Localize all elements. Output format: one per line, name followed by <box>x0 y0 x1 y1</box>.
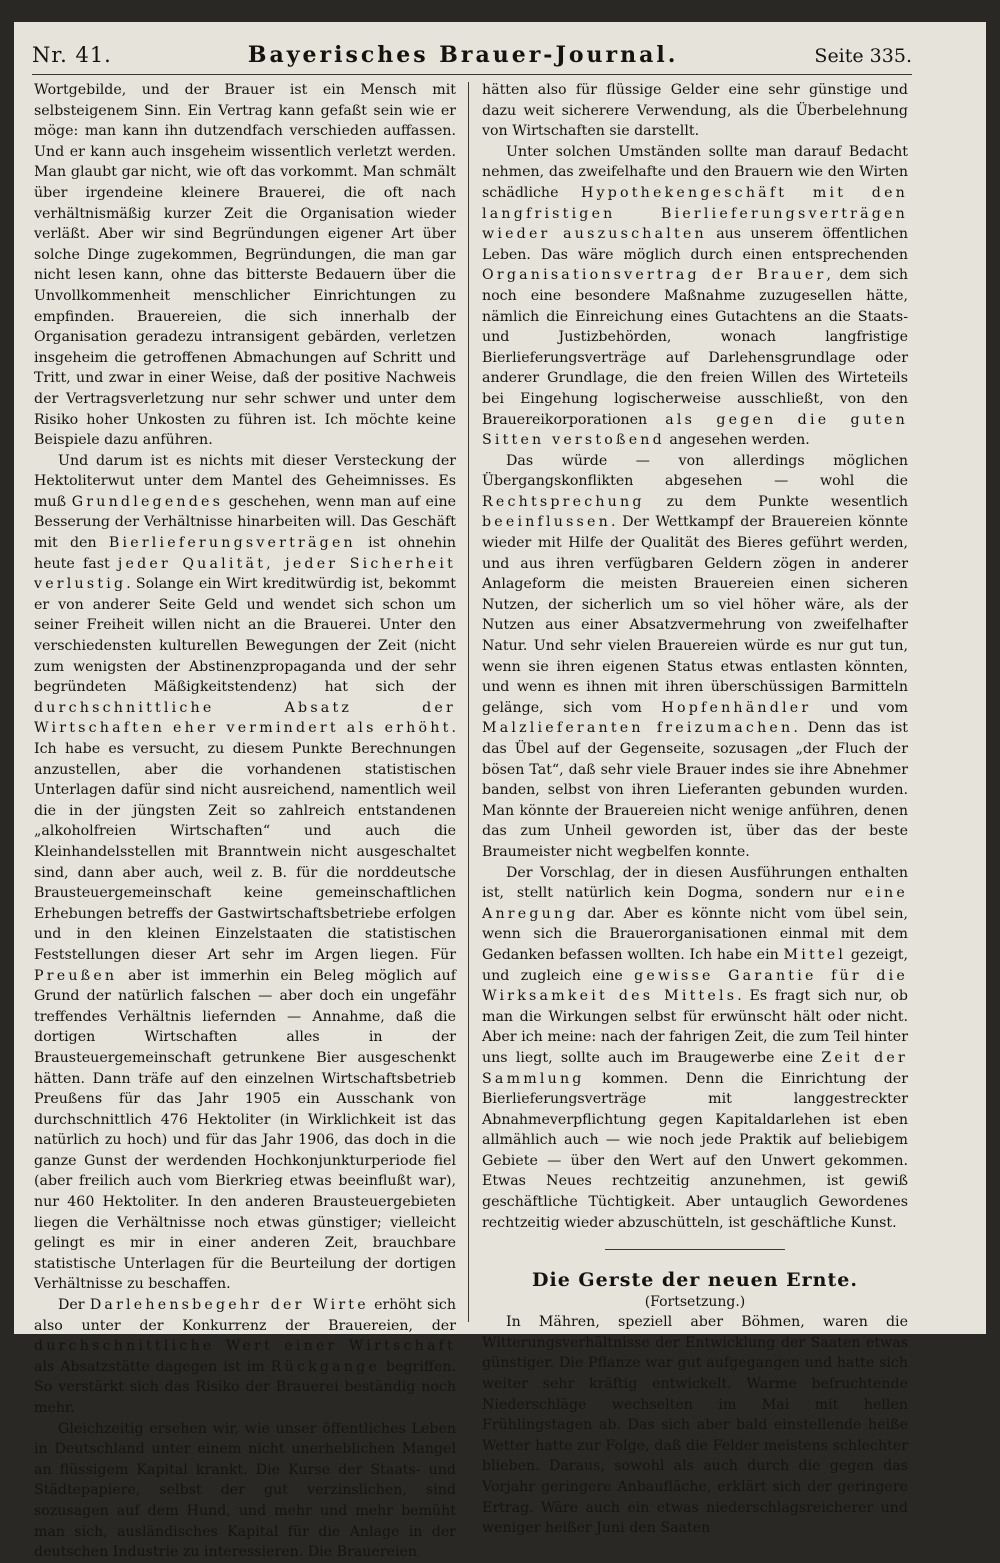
issue-number: Nr. 41. <box>32 43 112 67</box>
header-rule <box>32 74 912 75</box>
paragraph: hätten also für flüssige Gelder eine sehr günstige und dazu weit sicherere Verwendung, als die Überbelehnung von Wirtschaften sie darstellt. <box>482 82 908 140</box>
spaced-emphasis: Mittel <box>783 946 847 963</box>
spaced-emphasis: Hypothekengeschäft mit den langfristigen Bierlieferungsverträgen wieder auszuschalten <box>482 184 909 243</box>
section-subtitle: (Fortsetzung.) <box>644 1294 746 1311</box>
spaced-emphasis: Grundlegendes <box>71 493 224 510</box>
spaced-emphasis: durchschnittliche Wert einer Wirtschaft <box>34 1338 456 1355</box>
right-column <box>482 80 908 1539</box>
spaced-emphasis: als gegen die guten Sitten verstoßend <box>482 411 908 449</box>
left-column <box>34 80 456 1563</box>
spaced-emphasis: Rückgange <box>270 1358 381 1375</box>
spaced-emphasis: Rechtsprechung <box>482 493 645 510</box>
spaced-emphasis: Zeit der Sammlung <box>482 1049 908 1087</box>
paragraph: Der Darlehensbegehr der Wirte erhöht sich also unter der Konkurrenz der Brauereien, der durchschnittliche Wert einer Wirtschaft als Absatzstätte dagegen ist im Rückgange begriffen. So verstärkt sich das Risiko der Brauerei beständig noch mehr. <box>34 1297 457 1416</box>
page-header <box>32 42 912 76</box>
spaced-emphasis: eine Anregung <box>482 885 908 922</box>
spaced-emphasis: Darlehensbegehr der Wirte <box>89 1297 369 1314</box>
spaced-emphasis: beeinflussen <box>482 514 611 531</box>
paragraph: Gleichzeitig ersehen wir, wie unser öffentliches Leben in Deutschland unter einem nicht unerheblichen Mangel an flüssigem Kapital krankt. Die Kurse der Staats- und Städtepapiere, selbst der gut verzinslichen, sind sozusagen auf dem Hund, und mehr und mehr bemüht man sich, ausländisches Kapital für die Anlage in der deutschen Industrie zu interessieren. Die Brauereien <box>34 1420 456 1561</box>
paragraph: Unter solchen Umständen sollte man darauf Bedacht nehmen, das zweifelhafte und den Brauern wie den Wirten schädliche Hypothekengeschäft mit den langfristigen Bierlieferungsverträgen wieder auszuschalten aus unserem öffentlichen Leben. Das wäre möglich durch einen entsprechenden Organisationsvertrag der Brauer, dem sich noch eine besondere Maßnahme zuzugesellen hätte, nämlich die Einreichung eines Gutachtens an die Staats- und Justizbehörden, wonach langfristige Bierlieferungsverträge auf Darlehensgrundlage oder anderer Grundlage, die den freien Willen des Wirteteils bei Eingehung logischerweise ausschließt, von den Brauereikorporationen als gegen die guten Sitten verstoßend angesehen werden. <box>482 143 909 449</box>
spaced-emphasis: Organisationsvertrag der Brauer <box>482 267 827 284</box>
paragraph: Der Vorschlag, der in diesen Ausführungen enthalten ist, stellt natürlich kein Dogma, sondern nur eine Anregung dar. Aber es könnte nicht vom übel sein, wenn sich die Brauerorganisationen einmal mit dem Gedanken befassen wollten. Ich habe ein Mittel gezeigt, und zugleich eine gewisse Garantie für die Wirksamkeit des Mittels. Es fragt sich nur, ob man die Wirkungen selbst für erwünscht hält oder nicht. Aber ich meine: nach der fahrigen Zeit, die zum Teil hinter uns liegt, sollte auch im Braugewerbe eine Zeit der Sammlung kommen. Denn die Einrichtung der Bierlieferungsverträge mit langgestreckter Abnahmeverpflichtung gegen Kapitaldarlehen ist eben allmählich auch — wie noch jede Praktik auf beliebigem Gebiete — über den Wert auf den Unwert gekommen. Etwas Neues rechtzeitig anzunehmen, ist gewiß geschäftliche Tüchtigkeit. Aber untauglich Gewordenes rechtzeitig wieder abzuschütteln, ist geschäftliche Kunst. <box>482 864 908 1231</box>
journal-title: Bayerisches Brauer-Journal. <box>247 42 679 68</box>
journal-page <box>14 22 986 1561</box>
spaced-emphasis: jeder Qualität, jeder Sicherheit verlustig <box>34 555 456 593</box>
paragraph: In Mähren, speziell aber Böhmen, waren die Witterungsverhältnisse der Entwicklung der Saaten etwas günstiger. Die Pflanze war gut aufgegangen und hatte sich weiter sehr kräftig entwickelt. Warme befruchtende Niederschläge wechselten im Mai mit hellen Frühlingstagen ab. Das sich aber bald einstellende heiße Wetter hatte zur Folge, daß die Felder meistens schlechter blieben. Daraus, sowohl als auch durch die gegen das Vorjahr geringere Anbaufläche, erklärt sich der geringere Ertrag. Wäre auch ein etwas niederschlagsreicherer und weniger heißer Juni den Saaten <box>482 1314 908 1537</box>
spaced-emphasis: Preußen <box>34 967 118 984</box>
paragraph: Wortgebilde, und der Brauer ist ein Mensch mit selbsteigenem Sinn. Ein Vertrag kann gefaßt sein wie er möge: man kann ihn dutzendfach verschieden auffassen. Und er kann auch insgeheim wissentlich verletzt werden. Man glaubt gar nicht, wie oft das vorkommt. Man schmält über irgendeine kleinere Brauerei, die oft nach verhältnismäßig kurzer Zeit die Organisation wieder verläßt. Aber wir sind Begründungen eigener Art über solche Dinge zugekommen, Begründungen, die man gar nicht lesen kann, ohne das bitterste Bedauern über die Unvollkommenheit menschlicher Einrichtungen zu empfinden. Brauereien, die sich innerhalb der Organisation geradezu intransigent gebärden, verletzen insgeheim die getroffenen Abmachungen auf Schritt und Tritt, und zwar in einer Weise, daß der positive Nachweis der Vertragsverletzung nur sehr schwer und unter dem Risiko hoher Unkosten zu führen ist. Ich möchte keine Beispiele dazu anführen. <box>34 82 456 449</box>
spaced-emphasis: Bierlieferungsverträgen <box>108 535 356 552</box>
paragraph: Das würde — von allerdings möglichen Übergangskonflikten abgesehen — wohl die Rechtsprechung zu dem Punkte wesentlich beeinflussen. Der Wettkampf der Brauereien könnte wieder mit Hilfe der Qualität des Bieres geführt werden, und aus ihren verfügbaren Geldern zögen in anderer Anlageform die meisten Brauereien einen sicheren Nutzen, der sicherlich um so viel höher wäre, als der Nutzen aus einer Absatzvermehrung von zweifelhafter Natur. Und sehr vielen Brauereien würde es nur gut tun, wenn sie ihren eigenen Status etwas entlasten könnten, und wenn es ihnen mit ihren überschüssigen Barmitteln gelänge, sich vom Hopfenhändler und vom Malzlieferanten freizumachen. Denn das ist das Übel auf der Gegenseite, sozusagen „der Fluch der bösen Tat“, daß sehr viele Brauer indes sie ihre Abnehmer banden, selbst von ihren Lieferanten gebunden wurden. Man könnte der Brauereien nicht wenige anführen, denen das zum Unheil geworden ist, über das der beste Braumeister nicht wegbelfen konnte. <box>482 452 909 860</box>
column-divider <box>468 82 469 1322</box>
section-rule <box>605 1249 785 1250</box>
spaced-emphasis: durchschnittliche Absatz der Wirtschaften eher vermindert als erhöht <box>34 699 456 737</box>
section-title: Die Gerste der neuen Ernte. <box>532 1269 858 1292</box>
page-number: Seite 335. <box>814 45 912 67</box>
paragraph: Und darum ist es nichts mit dieser Versteckung der Hektoliterwut unter dem Mantel des Geheimnisses. Es muß Grundlegendes geschehen, wenn man auf eine Besserung der Verhältnisse hinarbeiten will. Das Geschäft mit den Bierlieferungsverträgen ist ohnehin heute fast jeder Qualität, jeder Sicherheit verlustig. Solange ein Wirt kreditwürdig ist, bekommt er von anderer Seite Geld und wendet sich schon um seiner Freiheit willen nicht an die Brauerei. Unter den verschiedensten kulturellen Bewegungen der Zeit (nicht zum wenigsten der Abstinenzpropaganda und der sehr begründeten Mäßigkeitstendenz) hat sich der durchschnittliche Absatz der Wirtschaften eher vermindert als erhöht. Ich habe es versucht, zu diesem Punkte Berechnungen anzustellen, aber die vorhandenen statistischen Unterlagen dafür sind nicht ausreichend, namentlich weil die in der jüngsten Zeit so zahlreich entstandenen „alkoholfreien Wirtschaften“ und auch die Kleinhandelsstellen mit Branntwein nicht ausgeschaltet sind, dann aber auch, weil z. B. für die norddeutsche Brausteuergemeinschaft keine gemeinschaftlichen Erhebungen betreffs der Gastwirtschaftsbetriebe erfolgen und in den kleinen Einzelstaaten die statistischen Feststellungen dieser Art sehr im Argen liegen. Für Preußen aber ist immerhin ein Beleg möglich auf Grund der natürlich falschen — aber doch ein ungefähr treffendes Verhältnis liefernden — Annahme, daß die dortigen Wirtschaften alles in der Brausteuergemeinschaft getrunkene Bier ausgeschenkt hätten. Dann träfe auf den einzelnen Wirtschaftsbetrieb Preußens für das Jahr 1905 ein Ausschank von durchschnittlich 476 Hektoliter (in Wirklichkeit ist das natürlich zu hoch) und für das Jahr 1906, das doch in die ganze Gunst der werdenden Hochkonjunkturperiode fiel (aber freilich auch vom Bierkrieg etwas beeinflußt war), nur 460 Hektoliter. In den anderen Brausteuergebieten liegen die Verhältnisse noch etwas günstiger; vielleicht gelingt es mir in einer anderen Zeit, brauchbare statistische Unterlagen für die Beurteilung der dortigen Verhältnisse zu beschaffen. <box>34 452 456 1293</box>
spaced-emphasis: Hopfenhändler <box>661 699 812 716</box>
spaced-emphasis: Malzlieferanten freizumachen <box>482 720 794 737</box>
spaced-emphasis: gewisse Garantie für die Wirksamkeit des Mittels <box>482 967 908 1005</box>
